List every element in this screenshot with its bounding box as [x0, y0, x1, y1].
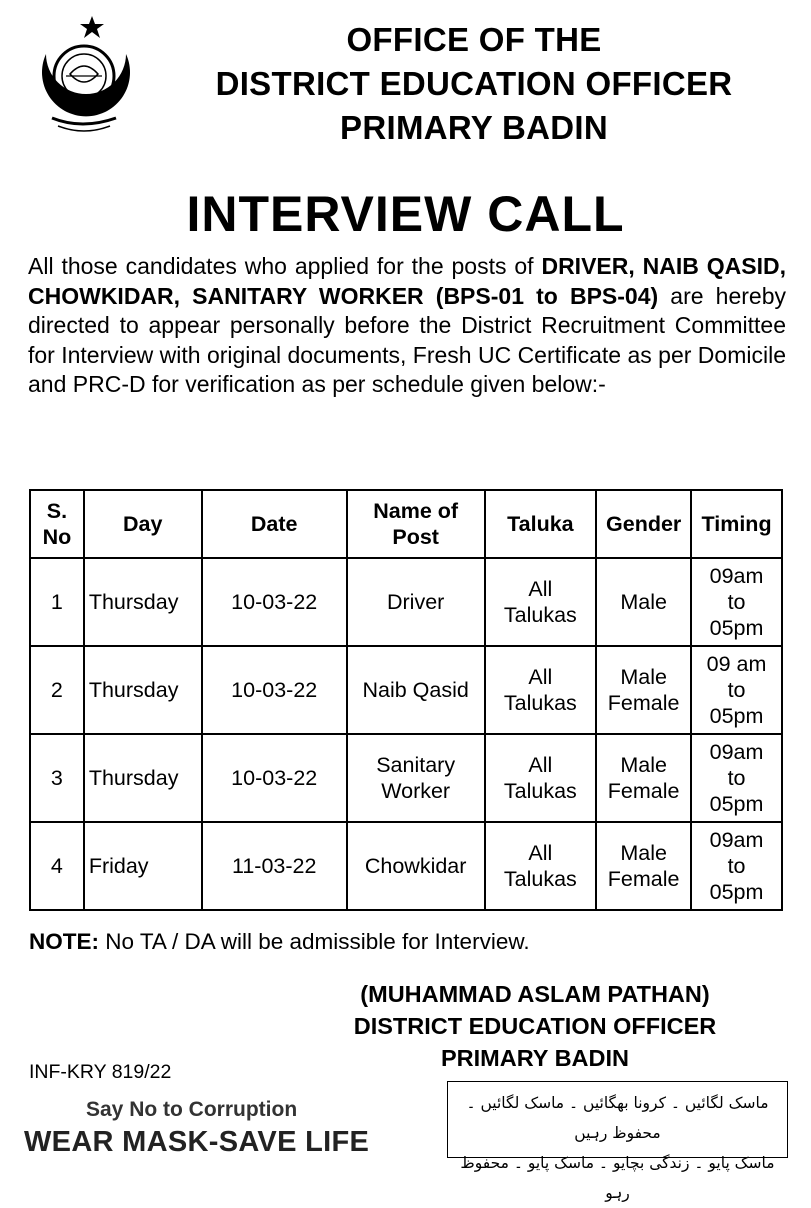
- table-row: [30, 646, 782, 734]
- letterhead: [0, 0, 811, 175]
- intro-paragraph: [28, 252, 786, 400]
- urdu-slogan-box: [447, 1081, 788, 1202]
- cell-day: Thursday: [84, 558, 202, 646]
- header-taluka: Taluka: [485, 490, 597, 558]
- cell-date: 10-03-22: [202, 558, 347, 646]
- notice-title: INTERVIEW CALL: [186, 186, 625, 242]
- cell-post: Naib Qasid: [347, 646, 485, 734]
- cell-sno: 2: [30, 646, 84, 734]
- cell-sno: 3: [30, 734, 84, 822]
- header-post: Name of Post: [347, 490, 485, 558]
- government-emblem-icon: [26, 14, 138, 140]
- note-label: NOTE:: [29, 929, 99, 954]
- intro-text-1: All those candidates who applied for the posts of: [28, 253, 542, 279]
- cell-day: Thursday: [84, 734, 202, 822]
- cell-taluka: All Talukas: [485, 822, 597, 910]
- urdu-slogan-line-1: ماسک لگائیں ۔ کرونا بھگائیں ۔ ماسک لگائیں ۔ محفوظ رہیں: [466, 1094, 769, 1142]
- cell-gender: Male: [596, 558, 691, 646]
- cell-post: Sanitary Worker: [347, 734, 485, 822]
- cell-post: Driver: [347, 558, 485, 646]
- cell-day: Friday: [84, 822, 202, 910]
- cell-sno: 1: [30, 558, 84, 646]
- note: [29, 928, 530, 956]
- cell-date: 10-03-22: [202, 646, 347, 734]
- interview-schedule-table: [29, 489, 783, 911]
- note-text: No TA / DA will be admissible for Interview.: [99, 929, 530, 954]
- signatory-office: PRIMARY BADIN: [440, 1045, 629, 1071]
- signatory-name: (MUHAMMAD ASLAM PATHAN): [360, 981, 710, 1007]
- office-title-line-2: DISTRICT EDUCATION OFFICER: [215, 65, 733, 102]
- cell-gender: Male Female: [596, 734, 691, 822]
- cell-sno: 4: [30, 822, 84, 910]
- table-row: [30, 734, 782, 822]
- cell-timing: 09am to 05pm: [691, 734, 782, 822]
- office-title-line-1: OFFICE OF THE: [346, 21, 602, 58]
- cell-gender: Male Female: [596, 646, 691, 734]
- cell-taluka: All Talukas: [485, 558, 597, 646]
- cell-taluka: All Talukas: [485, 646, 597, 734]
- urdu-slogan-line-2: ماسک پایو ۔ زندگی بچایو ۔ ماسک پایو ۔ محفوظ رہو: [460, 1154, 775, 1202]
- table-row: [30, 558, 782, 646]
- mask-slogan: WEAR MASK-SAVE LIFE: [24, 1126, 370, 1158]
- cell-taluka: All Talukas: [485, 734, 597, 822]
- office-title-line-3: PRIMARY BADIN: [340, 109, 608, 146]
- header-timing: Timing: [691, 490, 782, 558]
- cell-day: Thursday: [84, 646, 202, 734]
- cell-timing: 09am to 05pm: [691, 558, 782, 646]
- intro-text-2: are hereby directed to appear personally before the District Recruitment Committee for Interview with original documents, Fresh UC Certificate as per Domicile and PRC-D for verification as per schedule given below:-: [28, 282, 786, 397]
- cell-gender: Male Female: [596, 822, 691, 910]
- cell-timing: 09am to 05pm: [691, 822, 782, 910]
- table-header-row: [30, 490, 782, 558]
- intro-posts: DRIVER, NAIB QASID, CHOWKIDAR, SANITARY WORKER (BPS-01 to BPS-04): [28, 253, 786, 309]
- header-day: Day: [84, 490, 202, 558]
- header-sno: S. No: [30, 490, 84, 558]
- cell-date: 11-03-22: [202, 822, 347, 910]
- cell-timing: 09 am to 05pm: [691, 646, 782, 734]
- signature-block: [290, 978, 780, 1074]
- signatory-designation: DISTRICT EDUCATION OFFICER: [353, 1013, 717, 1039]
- office-title: [150, 18, 798, 150]
- inf-code: INF-KRY 819/22: [29, 1061, 172, 1083]
- header-gender: Gender: [596, 490, 691, 558]
- corruption-slogan: Say No to Corruption: [86, 1098, 298, 1121]
- cell-post: Chowkidar: [347, 822, 485, 910]
- cell-date: 10-03-22: [202, 734, 347, 822]
- table-row: [30, 822, 782, 910]
- header-date: Date: [202, 490, 347, 558]
